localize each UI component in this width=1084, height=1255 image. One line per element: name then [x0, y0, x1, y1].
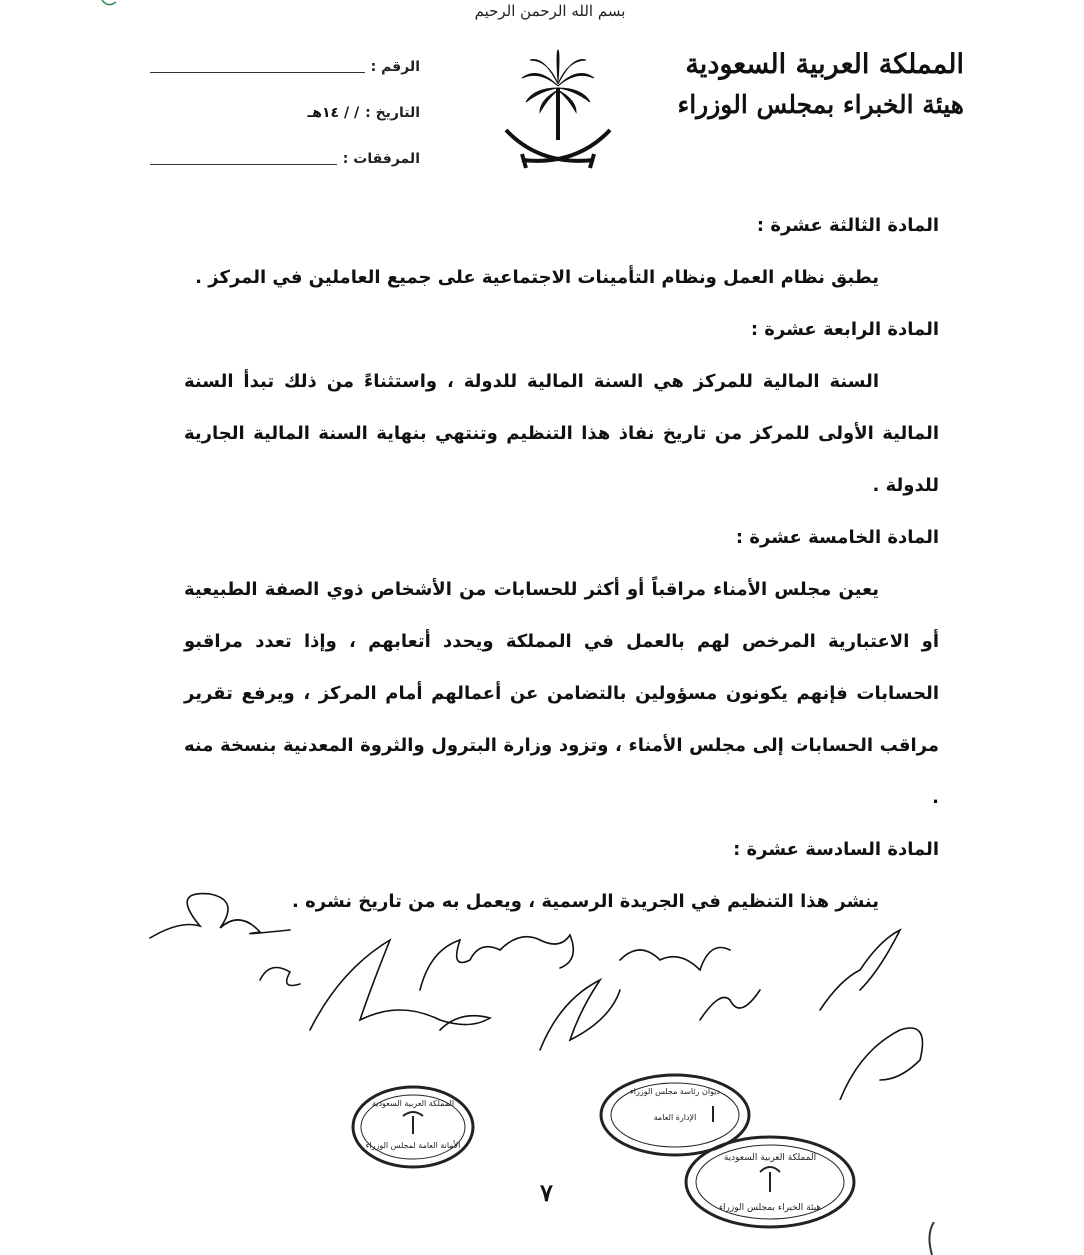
article-text: السنة المالية للمركز هي السنة المالية للدولة ، واستثناءً من ذلك تبدأ السنة المالية الأولى للمركز من تاريخ نفاذ هذا التنظيم وتنتهي بنهاية السنة المالية الجارية للدولة .	[184, 371, 939, 496]
document-body	[184, 200, 939, 928]
signature-9	[820, 930, 900, 1010]
basmala: بسم الله الرحمن الرحيم	[474, 2, 626, 20]
date-row	[150, 90, 420, 136]
signature-6	[540, 980, 620, 1050]
article-heading: المادة الرابعة عشرة :	[750, 319, 939, 340]
article-14	[184, 304, 939, 512]
seal-left-line1: المملكة العربية السعودية	[371, 1099, 455, 1108]
attachments-row	[150, 136, 420, 182]
number-line	[150, 62, 365, 73]
number-row	[150, 44, 420, 90]
article-13	[184, 200, 939, 304]
signature-7	[620, 948, 730, 971]
seal-right-line1: المملكة العربية السعودية	[723, 1153, 817, 1163]
article-heading: المادة السادسة عشرة :	[733, 839, 939, 860]
letterhead-org	[674, 45, 964, 125]
signature-2	[260, 968, 300, 986]
article-text: ينشر هذا التنظيم في الجريدة الرسمية ، ويعمل به من تاريخ نشره .	[292, 891, 879, 912]
signature-4	[420, 940, 500, 990]
article-text: يطبق نظام العمل ونظام التأمينات الاجتماعية على جميع العاملين في المركز .	[195, 267, 879, 288]
seal-left-line2: الأمانة العامة لمجلس الوزراء	[365, 1141, 461, 1150]
signature-3	[310, 940, 490, 1030]
date-label: التاريخ :	[365, 105, 420, 121]
seal-left	[348, 1082, 478, 1172]
attachments-label: المرفقات :	[342, 151, 420, 167]
org-name-line1: المملكة العربية السعودية	[685, 49, 964, 80]
corner-mark	[100, 0, 120, 10]
org-name-line2: هيئة الخبراء بمجلس الوزراء	[677, 90, 964, 119]
article-heading: المادة الثالثة عشرة :	[756, 215, 939, 236]
signature-10	[840, 1028, 923, 1100]
article-15	[184, 512, 939, 824]
article-heading: المادة الخامسة عشرة :	[735, 527, 939, 548]
number-label: الرقم :	[370, 59, 420, 75]
signatures-area	[140, 880, 970, 1100]
seal-right	[680, 1132, 860, 1232]
article-text: يعين مجلس الأمناء مراقباً أو أكثر للحسابات من الأشخاص ذوي الصفة الطبيعية أو الاعتبارية المرخص لهم بالعمل في المملكة ويحدد أتعابهم ، وإذا تعدد مراقبو الحسابات فإنهم يكونون مسؤولين بالتضامن عن أعمالهم أمام المركز ، ويرفع تقرير مراقب الحسابات إلى مجلس الأمناء ، وتزود وزارة البترول والثروة المعدنية بنسخة منه .	[184, 579, 939, 808]
date-value: / / ١٤هـ	[307, 105, 360, 121]
edge-mark	[922, 1222, 942, 1255]
signature-8	[700, 990, 760, 1020]
signature-5	[500, 935, 573, 968]
saudi-emblem-icon	[500, 48, 616, 178]
seal-middle-line2: الإدارة العامة	[653, 1113, 697, 1122]
page-number: ٧	[540, 1178, 553, 1207]
seal-middle-line1: ديوان رئاسة مجلس الوزراء	[630, 1087, 720, 1096]
attachments-line	[150, 154, 337, 165]
letter-meta	[150, 44, 420, 182]
signature-1	[150, 894, 290, 938]
seal-right-line2: هيئة الخبراء بمجلس الوزراء	[718, 1203, 822, 1213]
